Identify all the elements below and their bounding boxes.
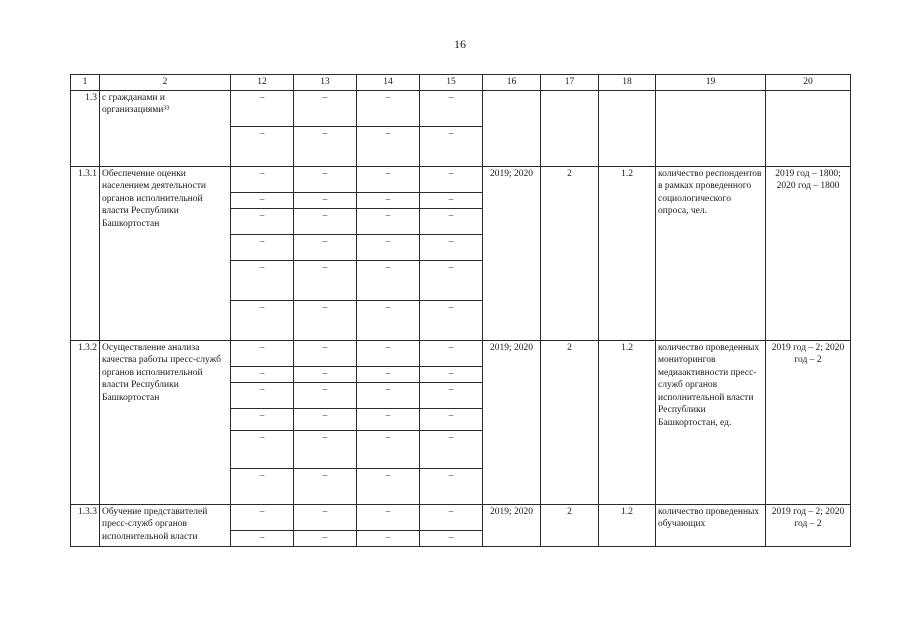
years-cell: 2019; 2020 [483,504,541,546]
dash-cell: – [357,408,420,430]
header-row [71,75,851,91]
dash-cell: – [420,340,483,366]
dash-cell: – [420,90,483,126]
col18-cell: 1.2 [599,340,656,504]
measure-name: Обеспечение оценки населением деятельности органов исполнительной власти Республики Башкортостан [100,166,231,340]
row-number: 1.3.2 [71,340,100,504]
dash-cell: – [231,166,294,192]
dash-cell: – [294,382,357,408]
table-row [71,504,851,530]
measure-name: Осуществление анализа качества работы пресс-служб органов исполнительной власти Республики Башкортостан [100,340,231,504]
target-cell [766,90,851,166]
dash-cell: – [294,300,357,340]
indicator-cell [656,90,766,166]
dash-cell: – [231,430,294,468]
dash-cell: – [231,126,294,166]
dash-cell: – [420,300,483,340]
dash-cell: – [420,260,483,300]
col17-cell [541,90,599,166]
dash-cell: – [357,340,420,366]
header-cell-15: 15 [420,75,483,91]
dash-cell: – [231,382,294,408]
dash-cell: – [357,90,420,126]
header-cell-1: 1 [71,75,100,91]
col18-cell [599,90,656,166]
dash-cell: – [357,192,420,208]
dash-cell: – [420,192,483,208]
dash-cell: – [420,430,483,468]
dash-cell: – [231,234,294,260]
header-cell-18: 18 [599,75,656,91]
dash-cell: – [294,126,357,166]
table-row [71,166,851,192]
dash-cell: – [294,260,357,300]
header-cell-12: 12 [231,75,294,91]
dash-cell: – [231,366,294,382]
dash-cell: – [231,530,294,546]
years-cell [483,90,541,166]
dash-cell: – [231,90,294,126]
col17-cell: 2 [541,504,599,546]
dash-cell: – [294,408,357,430]
header-cell-20: 20 [766,75,851,91]
header-cell-13: 13 [294,75,357,91]
dash-cell: – [294,468,357,504]
dash-cell: – [294,90,357,126]
header-cell-19: 19 [656,75,766,91]
dash-cell: – [420,366,483,382]
dash-cell: – [420,166,483,192]
dash-cell: – [231,300,294,340]
years-cell: 2019; 2020 [483,166,541,340]
dash-cell: – [357,382,420,408]
dash-cell: – [231,504,294,530]
dash-cell: – [294,192,357,208]
dash-cell: – [420,408,483,430]
target-cell: 2019 год – 2; 2020 год – 2 [766,504,851,546]
dash-cell: – [357,234,420,260]
dash-cell: – [420,504,483,530]
indicator-cell: количество проведенных обучающих [656,504,766,546]
col17-cell: 2 [541,340,599,504]
dash-cell: – [231,260,294,300]
dash-cell: – [357,530,420,546]
dash-cell: – [231,468,294,504]
dash-cell: – [420,468,483,504]
dash-cell: – [294,430,357,468]
dash-cell: – [231,208,294,234]
dash-cell: – [294,530,357,546]
dash-cell: – [357,260,420,300]
program-table [70,74,851,547]
dash-cell: – [420,382,483,408]
dash-cell: – [231,408,294,430]
dash-cell: – [294,166,357,192]
row-number: 1.3 [71,90,100,166]
dash-cell: – [294,208,357,234]
dash-cell: – [231,192,294,208]
page-number: 16 [454,37,466,51]
indicator-cell: количество респондентов в рамках проведенного социологического опроса, чел. [656,166,766,340]
row-number: 1.3.1 [71,166,100,340]
target-cell: 2019 год – 1800; 2020 год – 1800 [766,166,851,340]
dash-cell: – [294,366,357,382]
dash-cell: – [357,504,420,530]
dash-cell: – [357,300,420,340]
table-row [71,340,851,366]
header-cell-17: 17 [541,75,599,91]
header-cell-16: 16 [483,75,541,91]
dash-cell: – [294,340,357,366]
measure-name: с гражданами и организациями³³ [100,90,231,166]
header-cell-2: 2 [100,75,231,91]
dash-cell: – [357,208,420,234]
dash-cell: – [357,166,420,192]
table-row [71,90,851,126]
dash-cell: – [420,126,483,166]
dash-cell: – [357,366,420,382]
dash-cell: – [420,530,483,546]
indicator-cell: количество проведенных мониторингов медиаактивности пресс-служб органов исполнительной власти Республики Башкортостан, ед. [656,340,766,504]
dash-cell: – [357,430,420,468]
dash-cell: – [357,468,420,504]
dash-cell: – [420,208,483,234]
col18-cell: 1.2 [599,166,656,340]
measure-name: Обучение представителей пресс-служб органов исполнительной власти [100,504,231,546]
years-cell: 2019; 2020 [483,340,541,504]
target-cell: 2019 год – 2; 2020 год – 2 [766,340,851,504]
col17-cell: 2 [541,166,599,340]
header-cell-14: 14 [357,75,420,91]
dash-cell: – [294,234,357,260]
dash-cell: – [420,234,483,260]
row-number: 1.3.3 [71,504,100,546]
dash-cell: – [294,504,357,530]
dash-cell: – [357,126,420,166]
dash-cell: – [231,340,294,366]
col18-cell: 1.2 [599,504,656,546]
